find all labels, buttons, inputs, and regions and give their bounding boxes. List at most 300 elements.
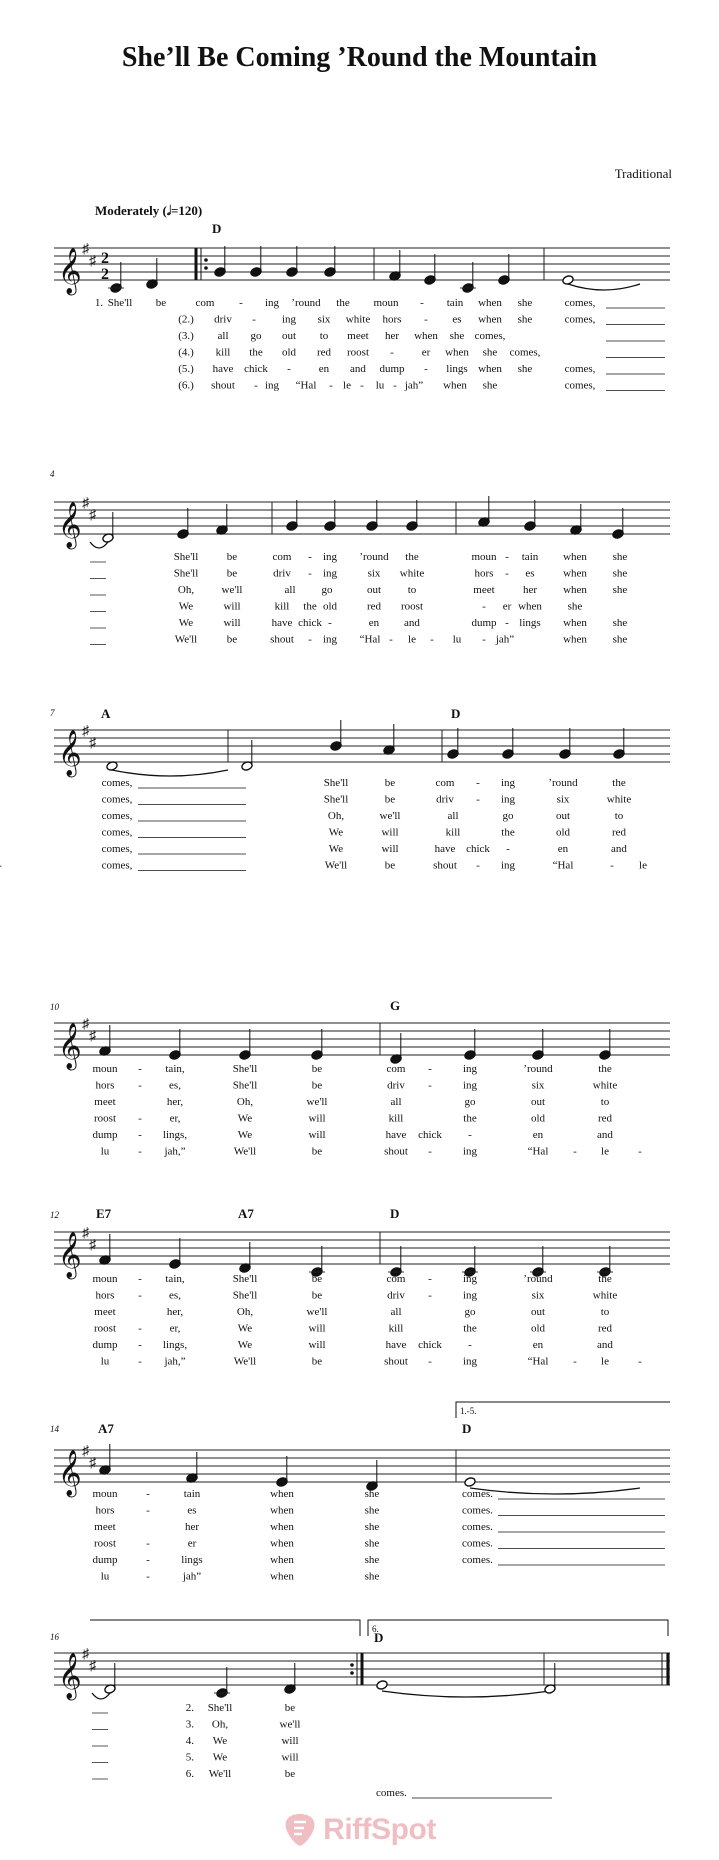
lyric-syllable: - <box>428 1145 432 1158</box>
lyric-syllable: red <box>597 1322 613 1335</box>
lyric-syllable: - <box>638 1355 642 1368</box>
lyric-syllable: will <box>381 843 399 855</box>
lyric-syllable: jah,” <box>164 1145 186 1158</box>
lyric-syllable: will <box>281 1735 299 1747</box>
lyric-syllable: when <box>518 600 542 613</box>
tempo-bpm: 120 <box>178 203 198 218</box>
lyric-syllable: ing <box>500 793 516 806</box>
lyric-syllable: She'll <box>232 1273 258 1285</box>
lyric-syllable: hors <box>474 567 494 580</box>
lyric-syllable: We <box>212 1735 228 1747</box>
lyric-syllable: red <box>316 346 332 359</box>
staff-system-5 <box>54 1226 670 1280</box>
lyric-syllable: six <box>556 793 570 806</box>
lyric-syllable: to <box>319 330 329 342</box>
lyric-syllable: comes, <box>101 859 133 872</box>
lyric-syllable: - <box>390 346 394 359</box>
lyric-syllable: and <box>597 1129 613 1141</box>
lyric-syllable: - <box>138 1289 142 1302</box>
lyric-syllable: ing <box>462 1063 478 1075</box>
tie <box>382 1691 550 1697</box>
lyric-syllable: when <box>270 1554 294 1566</box>
lyric-syllable: dump <box>92 1554 118 1566</box>
lyric-syllable: go <box>250 330 262 342</box>
lyric-syllable: and <box>404 617 420 629</box>
lyric-syllable: the <box>598 1063 612 1075</box>
lyric-syllable: we'll <box>306 1306 328 1318</box>
sharp-icon: ♯ <box>82 496 89 511</box>
chord-symbol: A7 <box>98 1421 114 1436</box>
lyric-syllable: le <box>408 633 416 646</box>
lyric-syllable: - <box>254 379 258 392</box>
lyric-syllable: will <box>308 1129 326 1141</box>
sharp-icon: ♯ <box>89 1456 96 1471</box>
treble-clef-icon: 𝄞 <box>58 1450 82 1495</box>
lyric-syllable: white <box>345 313 371 326</box>
sharp-icon: ♯ <box>82 1226 89 1241</box>
lyric-syllable: white <box>606 793 632 806</box>
lyric-syllable: the <box>463 1112 477 1125</box>
sharp-icon: ♯ <box>89 736 96 751</box>
lyric-syllable: hors <box>95 1289 115 1302</box>
lyric-syllable: ing <box>462 1273 478 1285</box>
repeat-dot <box>204 266 208 270</box>
tie <box>112 770 228 776</box>
lyric-syllable: - <box>239 297 243 309</box>
lyric-syllable: roost <box>94 1322 116 1335</box>
lyric-syllable: (4.) <box>178 346 194 359</box>
lyric-syllable: We <box>178 617 194 629</box>
lyric-syllable: have <box>434 843 456 855</box>
tie <box>90 542 108 548</box>
lyric-syllable: six <box>531 1079 545 1092</box>
lyric-syllable: when <box>478 313 502 326</box>
lyric-syllable: be <box>155 297 167 309</box>
lyric-syllable: She'll <box>173 551 199 563</box>
lyric-syllable: We <box>328 843 344 855</box>
lyric-syllable: she <box>482 379 498 392</box>
lyric-syllable: comes. <box>462 1504 493 1517</box>
lyric-syllable: dump <box>379 363 405 375</box>
lyric-syllable: out <box>530 1306 546 1318</box>
lyric-syllable: ’round <box>523 1273 553 1285</box>
lyric-syllable: chick <box>298 617 322 629</box>
lyric-syllable: - <box>468 1129 472 1141</box>
lyric-syllable: She'll <box>232 1079 258 1092</box>
lyric-syllable: meet <box>473 584 495 596</box>
lyric-syllable: kill <box>388 1112 404 1125</box>
lyric-syllable: ing <box>322 633 338 646</box>
lyric-syllable: six <box>317 313 331 326</box>
lyric-syllable: her <box>522 584 538 596</box>
treble-clef-icon: 𝄞 <box>58 730 82 775</box>
lyric-syllable: red <box>366 600 382 613</box>
lyric-syllable: go <box>464 1306 476 1318</box>
lyric-syllable: - <box>287 363 291 375</box>
lyric-syllable: com <box>435 777 455 789</box>
lyric-syllable: be <box>284 1768 296 1780</box>
staff-system-1 <box>54 242 670 296</box>
chord-symbol: A7 <box>238 1206 254 1221</box>
treble-clef-icon: 𝄞 <box>58 502 82 547</box>
lyric-syllable: We'll <box>174 633 198 646</box>
lyric-syllable: shout <box>433 859 457 872</box>
lyric-syllable: le <box>601 1145 609 1158</box>
measure-number: 16 <box>50 1632 59 1642</box>
lyric-syllable: comes, <box>564 379 596 392</box>
lyric-syllable: “Hal <box>359 633 381 646</box>
lyric-syllable: lings <box>181 1554 203 1566</box>
measure-number: 14 <box>50 1424 59 1434</box>
lyric-syllable: She'll <box>207 1702 233 1714</box>
lyric-syllable: all <box>447 810 459 822</box>
lyric-syllable: tain, <box>165 1063 185 1075</box>
lyric-syllable: - <box>146 1570 150 1583</box>
lyric-syllable: - <box>482 600 486 613</box>
lyric-syllable: we'll <box>379 810 401 822</box>
measure-number: 10 <box>50 1002 59 1012</box>
lyric-syllable: old <box>530 1112 546 1125</box>
lyric-syllable: when <box>563 567 587 580</box>
lyric-syllable: - <box>329 379 333 392</box>
lyric-syllable: - <box>146 1537 150 1550</box>
lyric-syllable: “Hal <box>295 379 317 392</box>
lyric-syllable: - <box>138 1145 142 1158</box>
lyric-syllable: and <box>350 363 366 375</box>
lyric-syllable: Oh, <box>327 810 345 822</box>
watermark-text: RiffSpot <box>323 1813 436 1846</box>
lyric-syllable: go <box>502 810 514 822</box>
lyric-syllable: 4. <box>185 1735 194 1747</box>
chord-symbol: D <box>462 1421 472 1436</box>
lyric-syllable: comes, <box>474 330 506 342</box>
lyric-syllable: she <box>482 346 498 359</box>
lyric-syllable: white <box>592 1079 618 1092</box>
lyric-syllable: the <box>463 1322 477 1335</box>
lyric-syllable: comes, <box>101 826 133 839</box>
lyric-syllable: moun <box>92 1063 118 1075</box>
lyric-syllable: will <box>223 617 241 629</box>
pick-logo-icon <box>283 1812 317 1848</box>
lyric-syllable: 1. <box>94 297 104 309</box>
lyric-syllable: ing <box>462 1145 478 1158</box>
lyric-syllable: - <box>428 1355 432 1368</box>
lyric-syllable: shout <box>270 633 294 646</box>
lyric-syllable: be <box>311 1355 323 1368</box>
lyric-syllable: all <box>284 584 296 596</box>
chord-symbol: E7 <box>96 1206 112 1221</box>
lyric-syllable: when <box>563 633 587 646</box>
lyric-syllable: have <box>385 1129 407 1141</box>
lyric-syllable: She'll <box>323 793 349 806</box>
lyric-syllable: es <box>452 313 462 326</box>
lyric-syllable: - <box>389 633 393 646</box>
lyric-syllable: ’round <box>523 1063 553 1075</box>
lyric-syllable: kill <box>388 1322 404 1335</box>
note-head <box>464 1477 476 1488</box>
lyric-syllable: comes, <box>101 793 133 806</box>
lyric-syllable: driv <box>387 1079 405 1092</box>
lyric-syllable: moun <box>373 297 399 309</box>
lyric-syllable: Oh, <box>236 1096 254 1108</box>
lyric-syllable: be <box>311 1063 323 1075</box>
lyric-syllable: lu <box>100 1570 110 1583</box>
lyric-syllable: tain <box>521 551 539 563</box>
lyric-syllable: when <box>563 551 587 563</box>
lyric-syllable: her <box>184 1521 200 1533</box>
treble-clef-icon: 𝄞 <box>58 1023 82 1068</box>
lyric-syllable: when <box>478 297 502 309</box>
lyric-syllable: ing <box>322 567 338 580</box>
lyric-syllable: when <box>563 584 587 596</box>
lyric-syllable: - <box>252 313 256 326</box>
sharp-icon: ♯ <box>82 1647 89 1662</box>
lyric-syllable: all <box>390 1306 402 1318</box>
lyric-syllable: jah” <box>495 633 515 646</box>
lyric-syllable: be <box>311 1079 323 1092</box>
lyric-syllable: - <box>308 567 312 580</box>
lyric-syllable: - <box>138 1339 142 1351</box>
measure-number: 12 <box>50 1210 59 1220</box>
lyric-syllable: - <box>138 1079 142 1092</box>
lyric-syllable: er, <box>169 1112 181 1125</box>
note-head <box>376 1680 388 1691</box>
lyric-syllable: roost <box>94 1112 116 1125</box>
lyric-syllable: we'll <box>279 1718 301 1731</box>
lyric-syllable: shout <box>211 379 235 392</box>
sharp-icon: ♯ <box>89 254 96 269</box>
lyric-syllable: ing <box>322 551 338 563</box>
lyric-syllable: ing <box>281 313 297 326</box>
lyric-syllable: she <box>364 1537 380 1550</box>
lyric-syllable: com <box>386 1063 406 1075</box>
lyric-syllable: be <box>311 1273 323 1285</box>
lyric-syllable: be <box>226 633 238 646</box>
lyric-syllable: when <box>478 363 502 375</box>
lyric-syllable: to <box>600 1306 610 1318</box>
lyric-syllable: ing <box>500 777 516 789</box>
chord-symbol: D <box>451 706 461 721</box>
lyric-syllable: - <box>505 617 509 629</box>
lyric-syllable: out <box>281 330 297 342</box>
lyric-syllable: comes. <box>462 1554 493 1566</box>
lyric-syllable: be <box>311 1289 323 1302</box>
sharp-icon: ♯ <box>89 1238 96 1253</box>
lyric-syllable: - <box>424 363 428 375</box>
lyric-syllable: lings <box>519 617 541 629</box>
tempo-marking: Moderately (𝅗𝅥=120) <box>95 203 203 218</box>
lyric-syllable: - <box>308 633 312 646</box>
lyric-syllable: chick <box>418 1339 442 1351</box>
lyric-syllable: her, <box>166 1096 184 1108</box>
lyric-syllable: comes. <box>462 1537 493 1550</box>
tie <box>470 1488 640 1494</box>
lyric-syllable: six <box>367 567 381 580</box>
lyric-syllable: “Hal <box>527 1355 549 1368</box>
lyric-syllable: hors <box>382 313 402 326</box>
lyric-syllable: she <box>612 633 628 646</box>
lyric-syllable: - <box>424 313 428 326</box>
lyric-syllable: she <box>612 617 628 629</box>
lyric-syllable: be <box>384 793 396 806</box>
lyric-syllable: We'll <box>233 1355 257 1368</box>
lyric-syllable: - <box>468 1339 472 1351</box>
lyric-syllable: driv <box>273 567 291 580</box>
lyric-syllable: chick <box>466 843 490 855</box>
lyric-syllable: when <box>270 1570 294 1583</box>
lyric-syllable: be <box>384 777 396 789</box>
lyric-syllable: - <box>393 379 397 392</box>
lyric-syllable: we'll <box>306 1096 328 1108</box>
ending-label: 6. <box>372 1624 379 1634</box>
lyric-syllable: - <box>638 1145 642 1158</box>
lyric-syllable: ing <box>462 1355 478 1368</box>
lyric-syllable: en <box>318 363 330 375</box>
lyric-syllable: she <box>517 313 533 326</box>
lyric-syllable: when <box>563 617 587 629</box>
repeat-dot <box>350 1671 354 1675</box>
lyric-syllable: be <box>311 1145 323 1158</box>
lyric-syllable: - <box>146 1504 150 1517</box>
lyric-syllable: comes. <box>462 1488 493 1500</box>
lyric-syllable: She'll <box>107 297 133 309</box>
chord-symbol: D <box>212 221 222 236</box>
lyric-syllable: 3. <box>185 1718 194 1731</box>
lyric-syllable: We <box>212 1751 228 1764</box>
lyric-syllable: old <box>322 600 338 613</box>
lyric-syllable: We <box>178 600 194 613</box>
lyric-syllable: en <box>557 843 569 855</box>
lyric-syllable: when <box>443 379 467 392</box>
lyric-syllable: le <box>639 859 647 872</box>
lyric-syllable: to <box>614 810 624 822</box>
lyric-syllable: be <box>226 567 238 580</box>
ending-bracket-2 <box>368 1620 668 1636</box>
lyric-syllable: lu <box>100 1145 110 1158</box>
sharp-icon: ♯ <box>89 508 96 523</box>
lyric-syllable: meet <box>94 1306 116 1318</box>
lyric-syllable: red <box>611 826 627 839</box>
lyric-syllable: driv <box>214 313 232 326</box>
staff-system-4 <box>54 1017 670 1071</box>
lyric-syllable: es, <box>169 1079 181 1092</box>
chord-symbol: D <box>390 1206 400 1221</box>
sharp-icon: ♯ <box>82 1444 89 1459</box>
lyric-syllable: ing <box>462 1289 478 1302</box>
lyric-syllable: er, <box>169 1322 181 1335</box>
lyric-syllable: meet <box>94 1521 116 1533</box>
repeat-dot <box>350 1663 354 1667</box>
lyric-syllable: 5. <box>185 1751 194 1764</box>
lyric-syllable: out <box>366 584 382 596</box>
lyric-syllable: Oh, <box>211 1718 229 1731</box>
lyric-syllable: - <box>146 1488 150 1500</box>
lyric-syllable <box>0 860 2 872</box>
lyric-syllable: comes, <box>509 346 541 359</box>
tempo-label: Moderately <box>95 203 160 218</box>
lyric-syllable: (6.) <box>178 379 194 392</box>
lyric-syllable: We <box>237 1322 253 1335</box>
lyric-syllable: jah” <box>404 379 424 392</box>
sharp-icon: ♯ <box>89 1029 96 1044</box>
lyric-syllable: (5.) <box>178 363 194 375</box>
lyric-syllable: when <box>270 1521 294 1533</box>
lyric-syllable: have <box>271 617 293 629</box>
lyric-syllable: all <box>390 1096 402 1108</box>
lyric-syllable: - <box>430 633 434 646</box>
lyric-syllable: Oh, <box>236 1306 254 1318</box>
lyric-syllable: and <box>611 843 627 855</box>
lyric-syllable: red <box>597 1112 613 1125</box>
sharp-icon: ♯ <box>82 1017 89 1032</box>
lyric-syllable: she <box>449 330 465 342</box>
lyric-syllable: have <box>212 363 234 375</box>
lyric-syllable: lings <box>446 363 468 375</box>
lyric-syllable: - <box>138 1063 142 1075</box>
watermark <box>0 1810 719 1850</box>
lyric-syllable: roost <box>94 1537 116 1550</box>
staff-system-2 <box>54 496 670 550</box>
chord-symbol: G <box>390 998 401 1013</box>
lyric-syllable: comes. <box>462 1521 493 1533</box>
lyric-syllable: es, <box>169 1289 181 1302</box>
time-signature-bottom: 2 <box>101 266 109 283</box>
tie <box>568 284 640 290</box>
note-head <box>562 275 574 286</box>
lyric-syllable: go <box>321 584 333 596</box>
lyric-syllable: We <box>237 1129 253 1141</box>
lyric-syllable: we'll <box>221 584 243 596</box>
lyric-syllable: comes, <box>564 313 596 326</box>
lyric-syllable: er <box>187 1537 197 1550</box>
lyric-syllable: es <box>187 1504 197 1517</box>
lyric-syllable: - <box>138 1112 142 1125</box>
lyric-syllable: lu <box>375 379 385 392</box>
lyric-syllable: ing <box>264 297 280 309</box>
lyric-syllable: - <box>138 1322 142 1335</box>
lyric-syllable: roost <box>347 346 369 359</box>
half-note-icon: 𝅗𝅥 <box>166 203 171 218</box>
chord-symbol: A <box>101 706 111 721</box>
measure-number: 4 <box>50 469 55 479</box>
lyric-syllable: - <box>476 859 480 872</box>
lyric-syllable: out <box>555 810 571 822</box>
lyric-syllable: the <box>501 826 515 839</box>
lyric-syllable: will <box>308 1112 326 1125</box>
lyric-syllable: comes. <box>376 1787 407 1799</box>
lyric-syllable: the <box>336 297 350 309</box>
lyric-syllable: driv <box>436 793 454 806</box>
lyric-syllable: - <box>146 1554 150 1566</box>
lyric-syllable: tain, <box>165 1273 185 1285</box>
lyric-syllable: es <box>525 567 535 580</box>
lyric-syllable: will <box>308 1339 326 1351</box>
lyric-syllable: comes, <box>101 843 133 855</box>
lyric-syllable: ’round <box>359 551 389 563</box>
lyric-syllable: will <box>381 826 399 839</box>
lyric-syllable: to <box>407 584 417 596</box>
lyric-syllable: - <box>428 1063 432 1075</box>
treble-clef-icon: 𝄞 <box>58 248 82 293</box>
lyric-syllable: lu <box>452 633 462 646</box>
lyric-syllable: - <box>573 1145 577 1158</box>
lyric-syllable: 6. <box>185 1768 194 1780</box>
lyric-syllable: the <box>598 1273 612 1285</box>
lyric-syllable: meet <box>347 330 369 342</box>
lyric-syllable: le <box>601 1355 609 1368</box>
lyric-syllable: chick <box>244 363 268 375</box>
lyric-syllable: she <box>612 567 628 580</box>
